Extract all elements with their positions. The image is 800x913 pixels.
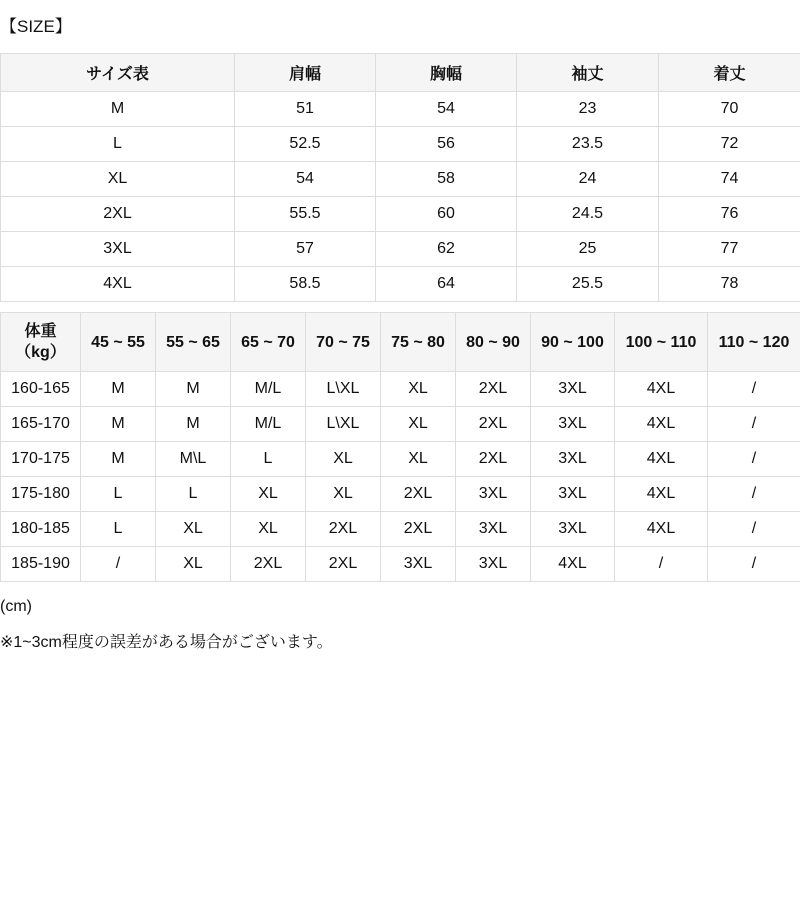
size-cell: 52.5 (235, 127, 376, 162)
fit-table-header-range: 100 ~ 110 (615, 313, 708, 372)
fit-cell: M (81, 442, 156, 477)
fit-cell: XL (231, 477, 306, 512)
table-row (1, 127, 800, 162)
fit-cell: 3XL (456, 512, 531, 547)
fit-table-header-range: 45 ~ 55 (81, 313, 156, 372)
size-cell: 54 (376, 92, 517, 127)
fit-cell: L (81, 512, 156, 547)
size-cell: XL (1, 162, 235, 197)
table-row (1, 162, 800, 197)
fit-cell: 2XL (306, 547, 381, 582)
fit-cell: 4XL (615, 512, 708, 547)
size-table-header-sleeve: 袖丈 (517, 54, 659, 92)
fit-cell: 4XL (615, 372, 708, 407)
fit-cell: L\XL (306, 372, 381, 407)
size-cell: 51 (235, 92, 376, 127)
table-row (1, 512, 800, 547)
fit-cell: XL (381, 372, 456, 407)
fit-cell: 3XL (381, 547, 456, 582)
fit-cell: 4XL (615, 442, 708, 477)
size-table-header-shoulder: 肩幅 (235, 54, 376, 92)
size-cell: 62 (376, 232, 517, 267)
fit-cell: XL (231, 512, 306, 547)
size-cell: L (1, 127, 235, 162)
size-cell: 57 (235, 232, 376, 267)
size-cell: 77 (659, 232, 800, 267)
fit-cell: 2XL (231, 547, 306, 582)
fit-table (0, 312, 800, 582)
fit-table-header-range: 75 ~ 80 (381, 313, 456, 372)
size-cell: 24 (517, 162, 659, 197)
size-cell: 23.5 (517, 127, 659, 162)
size-table (0, 53, 800, 302)
size-cell: 56 (376, 127, 517, 162)
fit-cell: M\L (156, 442, 231, 477)
fit-cell: M (81, 372, 156, 407)
table-row (1, 232, 800, 267)
size-cell: 74 (659, 162, 800, 197)
table-row (1, 372, 800, 407)
size-cell: 25 (517, 232, 659, 267)
fit-table-header-range: 65 ~ 70 (231, 313, 306, 372)
fit-cell: 2XL (381, 477, 456, 512)
fit-cell: 2XL (456, 372, 531, 407)
fit-cell: / (708, 407, 800, 442)
fit-cell: 165-170 (1, 407, 81, 442)
fit-cell: XL (381, 407, 456, 442)
fit-table-header-range: 110 ~ 120 (708, 313, 800, 372)
fit-cell: / (708, 372, 800, 407)
fit-cell: 3XL (531, 407, 615, 442)
fit-cell: XL (156, 547, 231, 582)
fit-cell: 2XL (306, 512, 381, 547)
fit-cell: L (156, 477, 231, 512)
fit-table-header-range: 55 ~ 65 (156, 313, 231, 372)
fit-table-header-range: 70 ~ 75 (306, 313, 381, 372)
table-row (1, 267, 800, 302)
fit-cell: XL (156, 512, 231, 547)
table-row (1, 547, 800, 582)
fit-cell: 170-175 (1, 442, 81, 477)
size-cell: 25.5 (517, 267, 659, 302)
fit-cell: / (708, 442, 800, 477)
fit-cell: XL (306, 477, 381, 512)
table-row (1, 197, 800, 232)
size-cell: 72 (659, 127, 800, 162)
fit-cell: L\XL (306, 407, 381, 442)
fit-cell: M (156, 407, 231, 442)
fit-cell: 2XL (456, 407, 531, 442)
fit-cell: 3XL (531, 512, 615, 547)
size-cell: 55.5 (235, 197, 376, 232)
size-cell: 78 (659, 267, 800, 302)
table-row (1, 442, 800, 477)
fit-cell: M (81, 407, 156, 442)
size-cell: 3XL (1, 232, 235, 267)
fit-cell: 3XL (531, 372, 615, 407)
fit-cell: / (708, 547, 800, 582)
size-table-header-chest: 胸幅 (376, 54, 517, 92)
size-table-header-label: サイズ表 (1, 54, 235, 92)
unit-note: (cm) (0, 598, 32, 615)
fit-cell: 4XL (615, 477, 708, 512)
fit-cell: M/L (231, 407, 306, 442)
fit-cell: 4XL (615, 407, 708, 442)
size-cell: M (1, 92, 235, 127)
size-table-header-row (1, 54, 800, 92)
fit-cell: / (708, 477, 800, 512)
fit-cell: 2XL (381, 512, 456, 547)
size-cell: 2XL (1, 197, 235, 232)
fit-cell: XL (306, 442, 381, 477)
size-table-header-length: 着丈 (659, 54, 800, 92)
size-cell: 23 (517, 92, 659, 127)
fit-cell: 3XL (531, 477, 615, 512)
fit-cell: 175-180 (1, 477, 81, 512)
size-cell: 58 (376, 162, 517, 197)
size-cell: 60 (376, 197, 517, 232)
size-heading: 【SIZE】 (0, 17, 72, 36)
fit-table-header-weight: 体重 （kg） (1, 313, 81, 372)
size-cell: 4XL (1, 267, 235, 302)
table-row (1, 407, 800, 442)
fit-cell: M/L (231, 372, 306, 407)
fit-cell: / (81, 547, 156, 582)
fit-cell: 185-190 (1, 547, 81, 582)
size-cell: 24.5 (517, 197, 659, 232)
fit-cell: 160-165 (1, 372, 81, 407)
fit-cell: / (708, 512, 800, 547)
size-cell: 58.5 (235, 267, 376, 302)
fit-cell: 3XL (456, 477, 531, 512)
fit-cell: L (81, 477, 156, 512)
fit-cell: 2XL (456, 442, 531, 477)
fit-cell: M (156, 372, 231, 407)
fit-cell: 4XL (531, 547, 615, 582)
fit-cell: / (615, 547, 708, 582)
fit-cell: 180-185 (1, 512, 81, 547)
size-cell: 54 (235, 162, 376, 197)
size-cell: 76 (659, 197, 800, 232)
table-row (1, 92, 800, 127)
fit-cell: L (231, 442, 306, 477)
fit-cell: 3XL (456, 547, 531, 582)
fit-table-header-row (1, 313, 800, 372)
size-cell: 70 (659, 92, 800, 127)
measurement-error-note: ※1~3cm程度の誤差がある場合がございます。 (0, 634, 333, 651)
fit-table-header-range: 80 ~ 90 (456, 313, 531, 372)
fit-cell: 3XL (531, 442, 615, 477)
fit-cell: XL (381, 442, 456, 477)
table-row (1, 477, 800, 512)
size-cell: 64 (376, 267, 517, 302)
fit-table-header-range: 90 ~ 100 (531, 313, 615, 372)
